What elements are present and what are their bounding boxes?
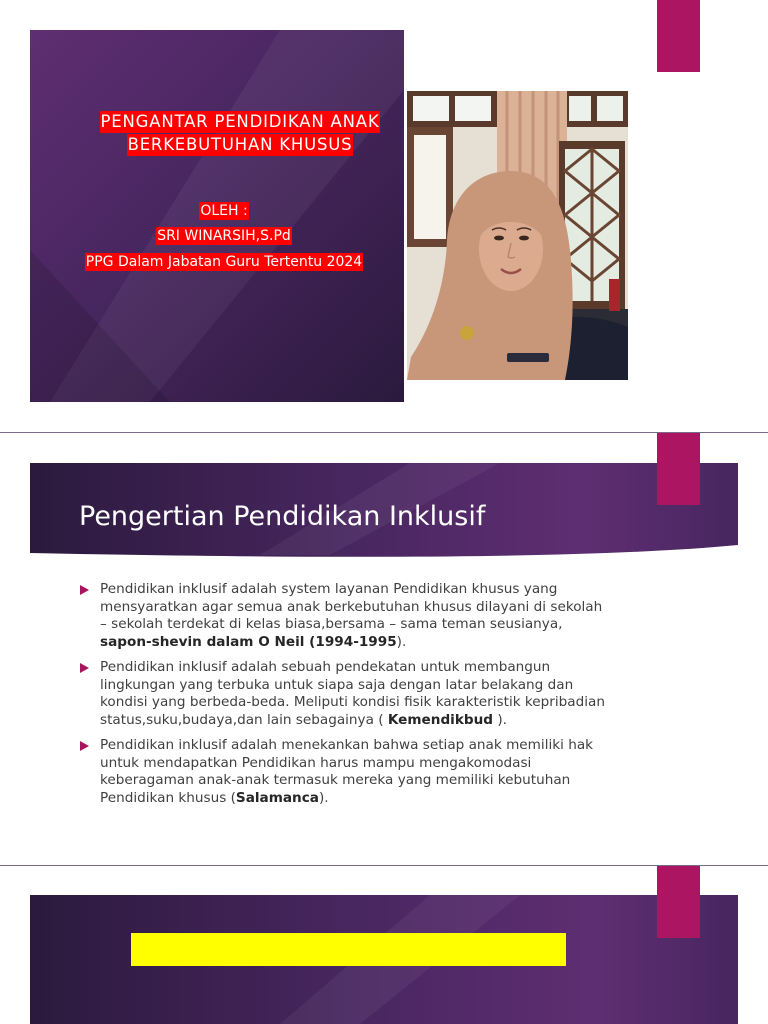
bullet-line-last	[100, 634, 720, 652]
slide-title-row-1	[76, 111, 404, 134]
bullet-line: lingkungan yang terbuka untuk siapa saja dengan latar belakang dan	[100, 676, 574, 693]
citation-bold: Kemendikbud	[387, 711, 494, 728]
photo-window-pane	[413, 96, 449, 121]
bullet-line-last	[100, 790, 720, 808]
author-row	[60, 225, 388, 245]
citation-before: status,suku,budaya,dan lain sebagainya (	[100, 711, 388, 728]
bullet-item	[80, 659, 720, 729]
citation-after: ).	[493, 711, 507, 728]
citation-bold: Salamanca	[235, 789, 319, 806]
photo-red-object	[609, 279, 620, 311]
program-row	[60, 251, 388, 271]
bullet-triangle-icon	[80, 663, 89, 673]
program-name: PPG Dalam Jabatan Guru Tertentu 2024	[85, 254, 363, 270]
bullet-triangle-icon	[80, 585, 89, 595]
photo-eye-right	[519, 236, 529, 241]
accent-tab	[657, 0, 700, 72]
photo-eye-left	[494, 236, 504, 241]
by-label: OLEH :	[200, 203, 248, 219]
accent-tab	[657, 866, 700, 938]
bullet-triangle-icon	[80, 741, 89, 751]
slide-1	[0, 0, 768, 432]
slide-3	[0, 866, 768, 1024]
slide-title	[76, 111, 404, 157]
highlighted-title-box	[131, 933, 566, 966]
bullet-line: keberagaman anak-anak termasuk mereka yang memiliki kebutuhan	[100, 772, 571, 789]
author-photo-image	[407, 91, 628, 380]
photo-window-pane	[569, 96, 591, 121]
author-name: SRI WINARSIH,S.Pd	[157, 228, 291, 244]
slide-title-line-1: PENGANTAR PENDIDIKAN ANAK	[100, 112, 380, 131]
bullet-line: kondisi yang berbeda-beda. Meliputi kondisi fisik karakteristik kepribadian	[100, 694, 605, 711]
bullet-line: Pendidikan inklusif adalah system layanan Pendidikan khusus yang	[100, 581, 558, 597]
slide-title-line-2: BERKEBUTUHAN KHUSUS	[127, 135, 353, 154]
photo-window-pane	[414, 135, 446, 239]
accent-tab	[657, 433, 700, 505]
bullet-line: mensyaratkan agar semua anak berkebutuhan khusus dilayani di sekolah	[100, 598, 603, 615]
citation-after: ).	[318, 789, 329, 806]
bullet-line: Pendidikan inklusif adalah menekankan bahwa setiap anak memiliki hak	[100, 736, 594, 753]
citation-after: ).	[396, 633, 407, 650]
bullet-item	[80, 737, 720, 807]
bullet-list	[80, 581, 720, 815]
citation-before: Pendidikan khusus (	[100, 789, 236, 806]
bullet-line: – sekolah terdekat di kelas biasa,bersama – sama teman seusianya,	[100, 616, 563, 633]
slide-2	[0, 433, 768, 865]
bullet-line: Pendidikan inklusif adalah sebuah pendekatan untuk membangun	[100, 658, 551, 675]
photo-window-pane	[597, 96, 623, 121]
author-photo	[407, 91, 628, 380]
photo-brooch	[460, 326, 474, 340]
bullet-line: untuk mendapatkan Pendidikan harus mampu mengakomodasi	[100, 754, 532, 771]
bullet-item	[80, 581, 720, 651]
bullet-line-last	[100, 712, 720, 730]
citation-bold: sapon-shevin dalam O Neil (1994-1995	[100, 633, 397, 650]
section-title: Pengertian Pendidikan Inklusif	[79, 501, 486, 532]
by-label-row	[60, 200, 388, 220]
photo-window-pane	[455, 96, 491, 121]
slide-title-row-2	[76, 134, 404, 157]
photo-name-tag	[507, 353, 549, 362]
